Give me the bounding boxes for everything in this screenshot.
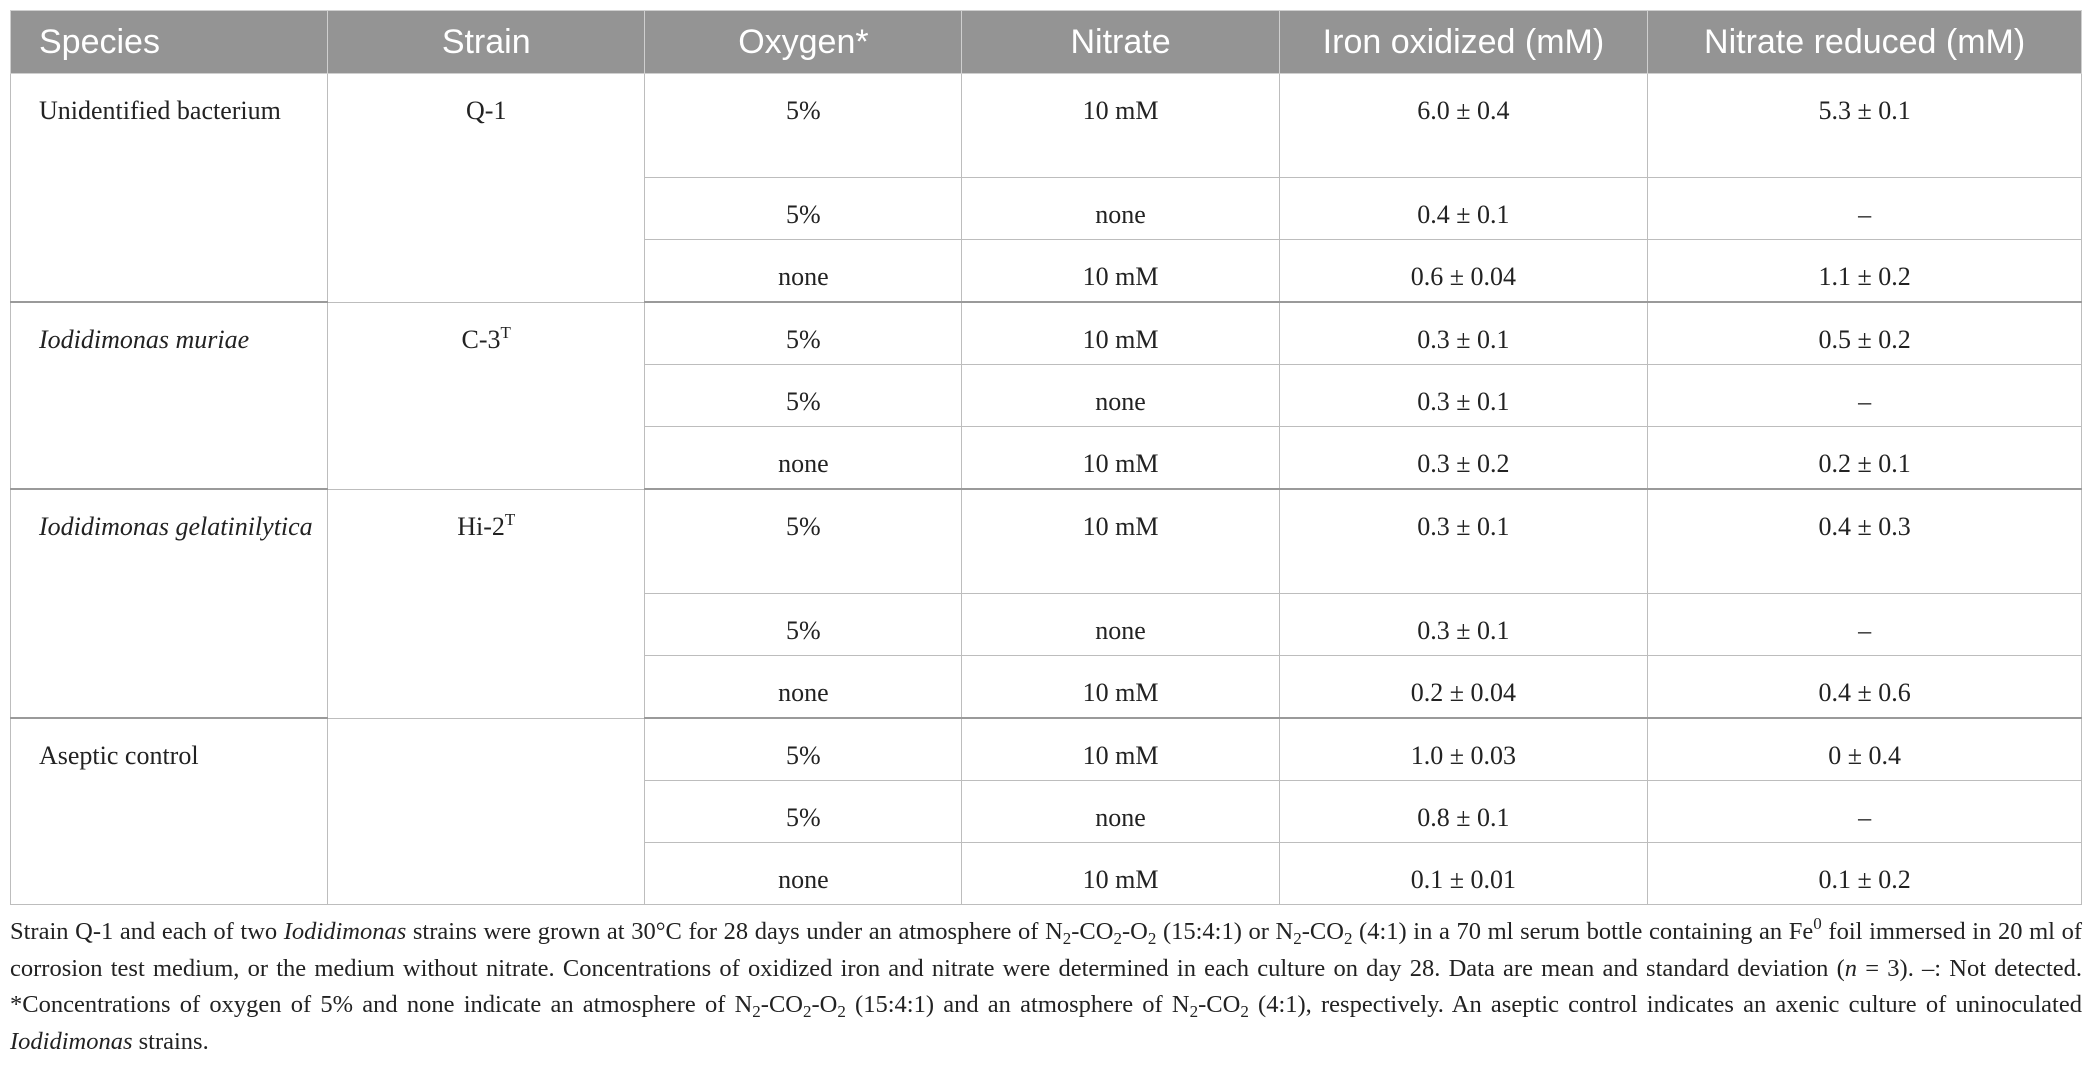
nitrate-cell: none xyxy=(962,781,1279,843)
iron-oxidized-cell: 6.0 ± 0.4 xyxy=(1279,74,1648,178)
iron-oxidized-cell: 1.0 ± 0.03 xyxy=(1279,718,1648,781)
results-table-container xyxy=(10,10,2082,905)
nitrate-cell: 10 mM xyxy=(962,489,1279,594)
species-cell: Iodidimonas muriae xyxy=(11,302,328,489)
iron-oxidized-cell: 0.8 ± 0.1 xyxy=(1279,781,1648,843)
table-row xyxy=(11,718,2082,781)
strain-superscript: T xyxy=(504,509,516,529)
table-row xyxy=(11,302,2082,365)
strain-cell xyxy=(328,74,645,303)
table-row xyxy=(11,489,2082,594)
results-table xyxy=(10,10,2082,905)
table-footnote: Strain Q-1 and each of two Iodidimonas strains were grown at 30°C for 28 days under an atmosphere of $N_2-CO_2-O_2$ (15:4:1) or $N_2-CO_2$ (4:1) in a 70 ml serum bottle containing an Fe$^0$ foil immersed in 20 ml of corrosion test medium, or the medium without nitrate. Concentrations of oxidized iron and nitrate were determined in each culture on day 28. Data are mean and standard deviation (n = 3). –: Not detected. *Concentrations of oxygen of 5% and none indicate an atmosphere of $N_2-CO_2-O_2$ (15:4:1) and an atmosphere of $N_2-CO_2$ (4:1), respectively. An aseptic control indicates an axenic culture of uninoculated Iodidimonas strains. xyxy=(10,914,2082,1055)
species-cell: Aseptic control xyxy=(11,718,328,905)
nitrate-cell: 10 mM xyxy=(962,302,1279,365)
strain-cell xyxy=(328,302,645,489)
oxygen-cell: 5% xyxy=(645,718,962,781)
oxygen-cell: none xyxy=(645,427,962,490)
nitrate-reduced-cell: 0.4 ± 0.3 xyxy=(1648,489,2082,594)
nitrate-reduced-cell: – xyxy=(1648,781,2082,843)
nitrate-reduced-cell: – xyxy=(1648,365,2082,427)
oxygen-cell: 5% xyxy=(645,178,962,240)
oxygen-cell: none xyxy=(645,240,962,303)
nitrate-reduced-cell: 1.1 ± 0.2 xyxy=(1648,240,2082,303)
strain-name: C-3 xyxy=(461,324,501,354)
strain-superscript: T xyxy=(500,322,511,342)
oxygen-cell: 5% xyxy=(645,594,962,656)
oxygen-cell: 5% xyxy=(645,489,962,594)
nitrate-reduced-cell: 0.2 ± 0.1 xyxy=(1648,427,2082,490)
header-species: Species xyxy=(11,11,328,74)
strain-cell xyxy=(328,718,645,905)
header-oxygen: Oxygen* xyxy=(645,11,962,74)
iron-oxidized-cell: 0.3 ± 0.1 xyxy=(1279,594,1648,656)
nitrate-cell: 10 mM xyxy=(962,74,1279,178)
species-cell: Iodidimonas gelatinilytica xyxy=(11,489,328,718)
strain-name: Hi-2 xyxy=(457,511,505,541)
species-cell: Unidentified bacterium xyxy=(11,74,328,303)
nitrate-reduced-cell: 0 ± 0.4 xyxy=(1648,718,2082,781)
nitrate-reduced-cell: 0.5 ± 0.2 xyxy=(1648,302,2082,365)
nitrate-cell: 10 mM xyxy=(962,427,1279,490)
oxygen-cell: 5% xyxy=(645,365,962,427)
iron-oxidized-cell: 0.3 ± 0.1 xyxy=(1279,489,1648,594)
nitrate-reduced-cell: – xyxy=(1648,594,2082,656)
header-nitrate: Nitrate xyxy=(962,11,1279,74)
header-nitrate-reduced: Nitrate reduced (mM) xyxy=(1648,11,2082,74)
oxygen-cell: none xyxy=(645,843,962,905)
oxygen-cell: 5% xyxy=(645,781,962,843)
iron-oxidized-cell: 0.4 ± 0.1 xyxy=(1279,178,1648,240)
iron-oxidized-cell: 0.2 ± 0.04 xyxy=(1279,656,1648,719)
nitrate-reduced-cell: – xyxy=(1648,178,2082,240)
nitrate-cell: 10 mM xyxy=(962,656,1279,719)
nitrate-cell: 10 mM xyxy=(962,843,1279,905)
iron-oxidized-cell: 0.3 ± 0.1 xyxy=(1279,302,1648,365)
iron-oxidized-cell: 0.3 ± 0.2 xyxy=(1279,427,1648,490)
nitrate-reduced-cell: 0.4 ± 0.6 xyxy=(1648,656,2082,719)
strain-name: Q-1 xyxy=(466,96,507,125)
iron-oxidized-cell: 0.3 ± 0.1 xyxy=(1279,365,1648,427)
nitrate-reduced-cell: 5.3 ± 0.1 xyxy=(1648,74,2082,178)
nitrate-cell: none xyxy=(962,365,1279,427)
nitrate-cell: none xyxy=(962,594,1279,656)
table-row xyxy=(11,74,2082,178)
header-strain: Strain xyxy=(328,11,645,74)
nitrate-reduced-cell: 0.1 ± 0.2 xyxy=(1648,843,2082,905)
nitrate-cell: 10 mM xyxy=(962,718,1279,781)
oxygen-cell: 5% xyxy=(645,74,962,178)
header-iron-oxidized: Iron oxidized (mM) xyxy=(1279,11,1648,74)
nitrate-cell: 10 mM xyxy=(962,240,1279,303)
iron-oxidized-cell: 0.6 ± 0.04 xyxy=(1279,240,1648,303)
header-row xyxy=(11,11,2082,74)
nitrate-cell: none xyxy=(962,178,1279,240)
strain-cell xyxy=(328,489,645,718)
oxygen-cell: 5% xyxy=(645,302,962,365)
oxygen-cell: none xyxy=(645,656,962,719)
iron-oxidized-cell: 0.1 ± 0.01 xyxy=(1279,843,1648,905)
